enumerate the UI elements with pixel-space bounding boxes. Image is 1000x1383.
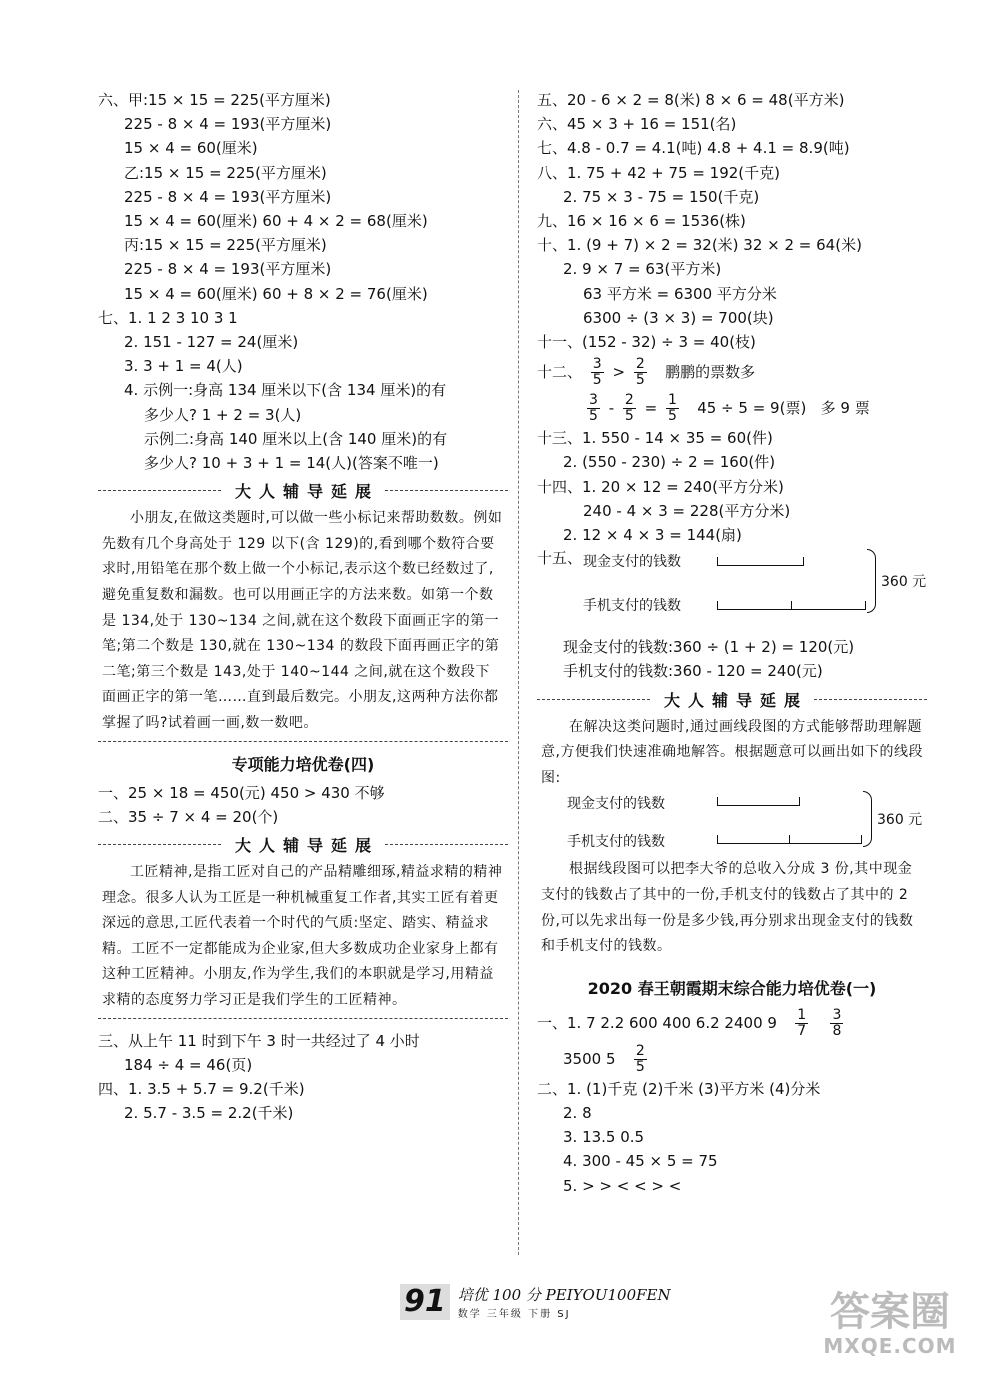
tip-heading (98, 833, 508, 856)
tip-title: 大人辅导延展 (664, 690, 809, 710)
fraction (634, 357, 647, 388)
left-column (98, 88, 508, 1125)
answer-line: 15 × 4 = 60(厘米) 60 + 8 × 2 = 76(厘米) (124, 284, 428, 303)
fraction (795, 1008, 808, 1039)
answer-line: 十四、1. 20 × 12 = 240(平方分米) (537, 477, 784, 496)
answer-line: 一、25 × 18 = 450(元) 450 > 430 不够 (98, 783, 385, 802)
tip-divider (98, 741, 508, 742)
fraction (830, 1008, 843, 1039)
answer-line: 15 × 4 = 60(厘米) 60 + 4 × 2 = 68(厘米) (124, 212, 428, 231)
answer-text: 一、1. 7 2.2 600 400 6.2 2400 9 (537, 1013, 777, 1032)
denominator: 5 (635, 1058, 645, 1075)
tip-title: 大人辅导延展 (235, 482, 380, 502)
denominator: 5 (624, 408, 634, 425)
answer-line: 63 平方米 = 6300 平方分米 (583, 284, 777, 303)
segment-tick (861, 835, 862, 844)
fraction-line (537, 390, 927, 426)
answer-line: 二、35 ÷ 7 × 4 = 20(个) (98, 807, 279, 826)
denominator: 7 (797, 1022, 807, 1039)
section-title: 专项能力培优卷(四) (231, 754, 375, 774)
numerator: 2 (635, 1042, 645, 1059)
answer-line: 六、甲:15 × 15 = 225(平方厘米) (98, 91, 331, 109)
page-footer (400, 1284, 671, 1320)
right-column (537, 88, 927, 1198)
compare-sign: > (612, 363, 626, 382)
answer-line: 十三、1. 550 - 14 × 35 = 60(件) (537, 429, 773, 448)
fraction-line (537, 1005, 927, 1041)
numerator: 3 (592, 356, 602, 373)
segment-tick (865, 601, 866, 610)
minus-sign: - (608, 399, 615, 418)
section-title: 2020 春王朝霞期末综合能力培优卷(一) (587, 978, 877, 998)
fraction-line (537, 1041, 927, 1077)
answer-line: 4. 300 - 45 × 5 = 75 (563, 1152, 718, 1171)
answer-line: 九、16 × 16 × 6 = 1536(株) (537, 212, 746, 231)
answer-text: 3500 5 (563, 1049, 616, 1068)
answer-line: 184 ÷ 4 = 46(页) (124, 1055, 253, 1074)
equals-sign: = (644, 399, 658, 418)
segment-tick (717, 601, 718, 610)
segment-total: 360 元 (881, 574, 927, 591)
numerator: 1 (797, 1006, 807, 1023)
fraction-line (537, 354, 927, 390)
page-number: 91 (400, 1284, 450, 1320)
answer-line: 225 - 8 × 4 = 193(平方厘米) (124, 260, 332, 279)
answer-line: 多少人? 10 + 3 + 1 = 14(人)(答案不唯一) (144, 454, 439, 473)
denominator: 5 (667, 408, 677, 425)
segment-tick (803, 557, 804, 566)
tip-heading (537, 688, 927, 711)
segment-diagram (537, 547, 927, 635)
segment-tick (791, 601, 792, 610)
total-brace (863, 791, 872, 847)
answer-line: 七、1. 1 2 3 10 3 1 (98, 308, 238, 327)
answer-line: 多少人? 1 + 2 = 3(人) (144, 405, 302, 424)
answer-line: 2. (550 - 230) ÷ 2 = 160(件) (563, 453, 776, 472)
segment-tick (717, 835, 718, 844)
segment-label-cash: 现金支付的钱数 (567, 796, 665, 813)
segment-label-phone: 手机支付的钱数 (583, 598, 681, 615)
book-brand (458, 1284, 671, 1320)
segment-tick (799, 797, 800, 806)
answer-line: 二、1. (1)千克 (2)千米 (3)平方米 (4)分米 (537, 1079, 821, 1098)
answer-line: 2. 9 × 7 = 63(平方米) (563, 260, 722, 279)
answer-line: 2. 75 × 3 - 75 = 150(千克) (563, 187, 760, 206)
fraction (623, 393, 636, 424)
answer-line: 八、1. 75 + 42 + 75 = 192(千克) (537, 163, 780, 182)
answer-line: 现金支付的钱数:360 ÷ (1 + 2) = 120(元) (563, 638, 855, 657)
segment-tick (717, 557, 718, 566)
answer-line: 3. 13.5 0.5 (563, 1128, 645, 1147)
fraction (591, 357, 604, 388)
answer-line: 5. > > < < > < (563, 1176, 682, 1195)
numerator: 3 (832, 1006, 842, 1023)
tip-heading (98, 479, 508, 502)
segment-label-cash: 现金支付的钱数 (583, 554, 681, 571)
answer-line: 六、45 × 3 + 16 = 151(名) (537, 115, 737, 134)
tip-divider (98, 1018, 508, 1019)
tip-text: 根据线段图可以把李大爷的总收入分成 3 份,其中现金支付的钱数占了其中的一份,手机支付的钱数占了其中的 2 份,可以先求出每一份是多少钱,再分别求出现金支付的钱数和手机支付的钱数。 (541, 861, 914, 955)
answer-line: 3. 3 + 1 = 4(人) (124, 357, 243, 376)
total-brace (867, 549, 876, 613)
answer-line: 丙:15 × 15 = 225(平方厘米) (124, 236, 327, 255)
answer-line: 十、1. (9 + 7) × 2 = 32(米) 32 × 2 = 64(米) (537, 236, 862, 255)
fraction (634, 1044, 647, 1075)
question-number: 十二、 (537, 363, 583, 382)
answer-line: 15 × 4 = 60(厘米) (124, 139, 258, 158)
numerator: 1 (667, 392, 677, 409)
tip-text: 工匠精神,是指工匠对自己的产品精雕细琢,精益求精的精神理念。很多人认为工匠是一种机械重复工作者,其实工匠有着更深远的意思,工匠代表着一个时代的气质:坚定、踏实、精益求精。工匠不一定都能成为企业家,但大多数成功企业家身上都有这种工匠精神。小朋友,作为学生,我们的本职就是学习,用精益求精的态度努力学习正是我们学生的工匠精神。 (102, 864, 503, 1008)
denominator: 5 (635, 372, 645, 389)
denominator: 5 (589, 408, 598, 425)
denominator: 5 (592, 372, 602, 389)
numerator: 2 (624, 392, 634, 409)
answer-line: 240 - 4 × 3 = 228(平方分米) (583, 501, 791, 520)
segment-total: 360 元 (877, 812, 923, 829)
tip-title: 大人辅导延展 (235, 836, 380, 855)
answer-line: 十一、(152 - 32) ÷ 3 = 40(枝) (537, 333, 756, 352)
segment-tick (789, 835, 790, 844)
segment-diagram (537, 791, 927, 857)
column-divider (518, 90, 519, 1255)
watermark (800, 1290, 980, 1358)
answer-line: 示例二:身高 140 厘米以上(含 140 厘米)的有 (144, 429, 448, 448)
numerator: 3 (589, 392, 598, 409)
brand-title: 培优 100 分 PEIYOU100FEN (457, 1286, 671, 1304)
tip-text: 小朋友,在做这类题时,可以做一些小标记来帮助数数。例如先数有几个身高处于 129 以下(含 129)的,看到哪个数符合要求时,用铅笔在那个数上做一个小标记,表示这个数已经数过了,避免重复数和漏数。也可以用画正字的方法来数。如第一个数是 134,处于 130~134 之间,就在这个数段下面画正字的第一笔;第二个数是 130,就在 130~134 的数段下面再画正字的第二笔;第三个数是 143,处于 140~144 之间,就在这个数段下面画正字的第一笔……直到最后数完。小朋友,这两种方法你都掌握了吗?试着画一画,数一数吧。 (102, 510, 503, 731)
difference: 多 9 票 (820, 399, 870, 418)
answer-line: 五、20 - 6 × 2 = 8(米) 8 × 6 = 48(平方米) (537, 91, 845, 109)
segment-cash (717, 805, 799, 806)
fraction (666, 393, 679, 424)
answer-line: 2. 12 × 4 × 3 = 144(扇) (563, 526, 742, 545)
segment-cash (717, 565, 803, 566)
answer-line: 手机支付的钱数:360 - 120 = 240(元) (563, 662, 823, 681)
answer-line: 2. 8 (563, 1104, 592, 1123)
answer-line: 七、4.8 - 0.7 = 4.1(吨) 4.8 + 4.1 = 8.9(吨) (537, 139, 850, 158)
numerator: 2 (635, 356, 645, 373)
tip-text: 在解决这类问题时,通过画线段图的方式能够帮助理解题意,方便我们快速准确地解答。根据题意可以画出如下的线段图: (541, 718, 923, 786)
brand-subtitle: 数学 三年级 下册 SJ (457, 1309, 571, 1320)
watermark-url: MXQE.COM (823, 1334, 957, 1358)
answer-line: 乙:15 × 15 = 225(平方厘米) (124, 163, 327, 182)
watermark-title: 答案圈 (830, 1289, 950, 1335)
answer-line: 三、从上午 11 时到下午 3 时一共经过了 4 小时 (98, 1031, 420, 1050)
answer-line: 225 - 8 × 4 = 193(平方厘米) (124, 115, 332, 134)
segment-label-phone: 手机支付的钱数 (567, 834, 665, 851)
answer-line: 2. 151 - 127 = 24(厘米) (124, 333, 299, 352)
segment-tick (717, 797, 718, 806)
denominator: 8 (832, 1022, 842, 1039)
fraction (587, 393, 600, 424)
answer-line: 四、1. 3.5 + 5.7 = 9.2(千米) (98, 1079, 305, 1098)
answer-line: 6300 ÷ (3 × 3) = 700(块) (583, 308, 774, 327)
answer-line: 225 - 8 × 4 = 193(平方厘米) (124, 187, 332, 206)
answer-line: 4. 示例一:身高 134 厘米以下(含 134 厘米)的有 (124, 381, 447, 400)
calculation: 45 ÷ 5 = 9(票) (697, 399, 807, 418)
question-number: 十五、 (537, 549, 583, 568)
answer-line: 2. 5.7 - 3.5 = 2.2(千米) (124, 1104, 294, 1123)
conclusion: 鹏鹏的票数多 (665, 363, 756, 382)
